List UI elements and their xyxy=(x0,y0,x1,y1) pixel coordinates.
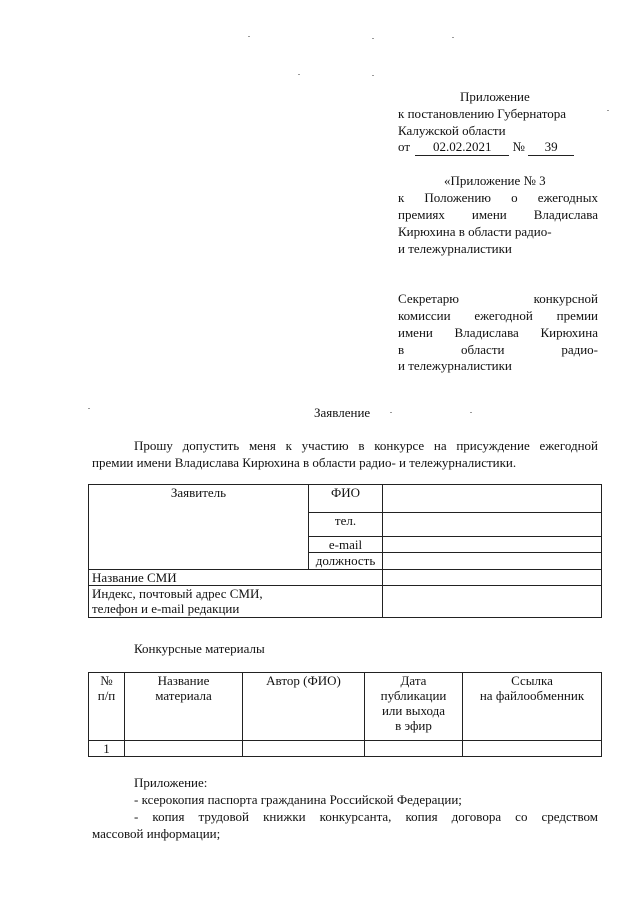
attachment-item: - копия трудовой книжки конкурсанта, копия договора со средством xyxy=(134,809,598,824)
header-number: № п/п xyxy=(89,673,125,741)
header-date: Дата публикации или выхода в эфир xyxy=(365,673,463,741)
media-name-label: Название СМИ xyxy=(89,570,383,586)
header-appendix-label: Приложение xyxy=(460,89,530,104)
media-address-line: Индекс, почтовый адрес СМИ, xyxy=(92,586,263,601)
media-address-value xyxy=(383,586,602,618)
row-date xyxy=(365,741,463,757)
media-address-label xyxy=(89,586,383,618)
addressee-line: имени Владислава Кирюхина xyxy=(398,325,598,340)
email-label: e-mail xyxy=(309,537,383,553)
materials-header-row xyxy=(89,673,602,741)
attachment-item: массовой информации; xyxy=(92,826,221,841)
attachments-title: Приложение: xyxy=(134,775,208,790)
number-label: № xyxy=(512,139,525,154)
fio-value xyxy=(383,485,602,513)
row-number: 1 xyxy=(89,741,125,757)
addressee-line: и тележурналистики xyxy=(398,358,512,373)
header-region-label: Калужской области xyxy=(398,123,506,138)
addressee-line: комиссии ежегодной премии xyxy=(398,308,598,323)
from-label: от xyxy=(398,139,411,154)
appendix-line: премиях имени Владислава xyxy=(398,207,598,222)
header-author: Автор (ФИО) xyxy=(243,673,365,741)
appendix-line: к Положению о ежегодных xyxy=(398,190,598,205)
tel-value xyxy=(383,513,602,537)
appendix-line: и тележурналистики xyxy=(398,241,512,256)
header-link: Ссылка на файлообменник xyxy=(463,673,602,741)
attachment-item: - ксерокопия паспорта гражданина Российской Федерации; xyxy=(134,792,462,807)
addressee-line: Секретарю конкурсной xyxy=(398,291,598,306)
appendix-title: «Приложение № 3 xyxy=(444,173,546,188)
header-date-line xyxy=(398,138,574,156)
addressee-line: в области радио- xyxy=(398,342,598,357)
body-text-line: Прошу допустить меня к участию в конкурсе на присуждение ежегодной xyxy=(134,438,598,453)
applicant-cell: Заявитель xyxy=(89,485,309,570)
header-title: Название материала xyxy=(125,673,243,741)
row-title xyxy=(125,741,243,757)
row-link xyxy=(463,741,602,757)
position-value xyxy=(383,553,602,570)
media-address-line: телефон и e-mail редакции xyxy=(92,601,240,616)
document-title: Заявление xyxy=(314,405,371,420)
header-decree-label: к постановлению Губернатора xyxy=(398,106,567,121)
position-label: должность xyxy=(309,553,383,570)
media-name-value xyxy=(383,570,602,586)
email-value xyxy=(383,537,602,553)
row-author xyxy=(243,741,365,757)
appendix-line: Кирюхина в области радио- xyxy=(398,224,552,239)
materials-table xyxy=(88,672,602,757)
applicant-table xyxy=(88,484,602,618)
tel-label: тел. xyxy=(309,513,383,537)
materials-heading: Конкурсные материалы xyxy=(134,641,265,656)
decree-date: 02.02.2021 xyxy=(415,138,509,156)
table-row xyxy=(89,741,602,757)
decree-number: 39 xyxy=(528,138,574,156)
fio-label: ФИО xyxy=(309,485,383,513)
body-text-line: премии имени Владислава Кирюхина в области радио- и тележурналистики. xyxy=(92,455,517,470)
